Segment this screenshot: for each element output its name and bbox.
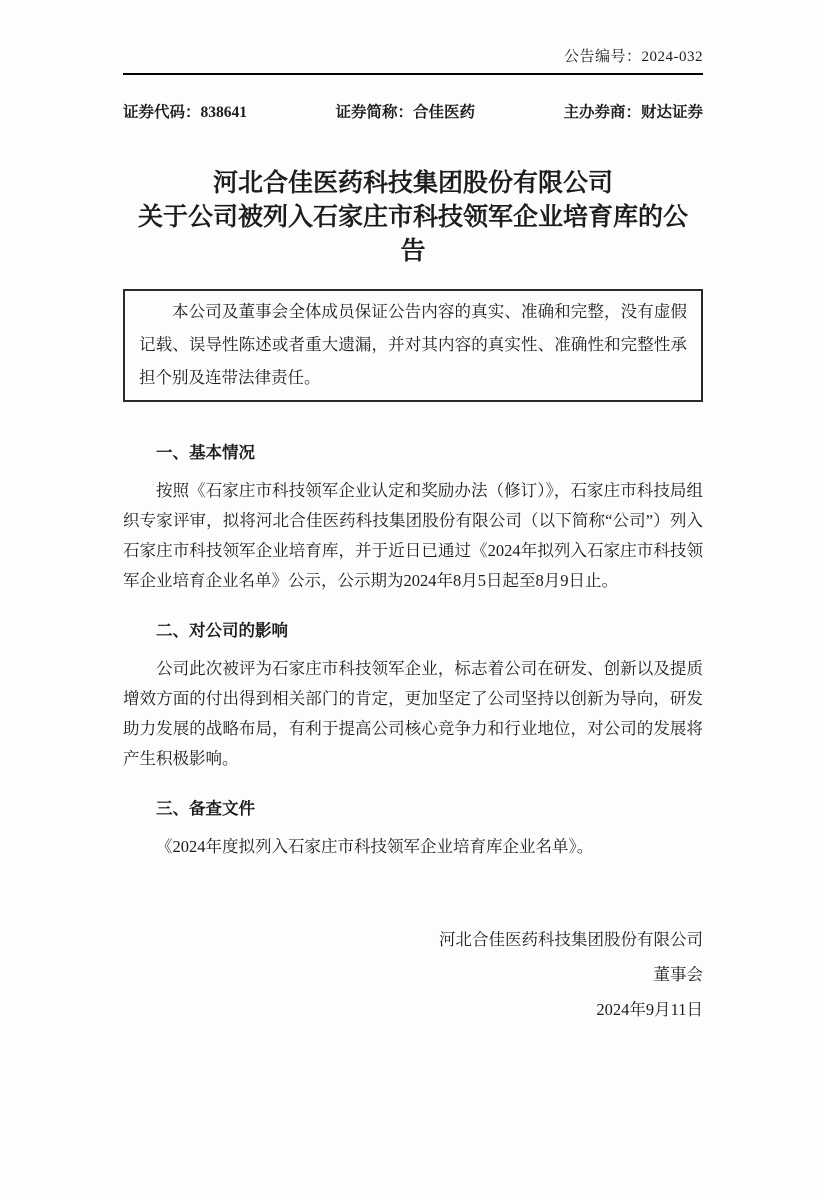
signature-date: 2024年9月11日 — [596, 1000, 703, 1019]
section-body-impact: 公司此次被评为石家庄市科技领军企业，标志着公司在研发、创新以及提质增效方面的付出得到相关部门的肯定，更加坚定了公司坚持以创新为导向，研发助力发展的战略布局，有利于提高公司核心竞争力和行业地位，对公司的发展将产生积极影响。 — [123, 659, 703, 768]
section-heading-impact: 二、对公司的影响 — [156, 621, 288, 640]
sponsor-broker-label: 主办券商： — [563, 104, 641, 121]
securities-info-row — [123, 103, 703, 123]
securities-short-name-value: 合佳医药 — [412, 104, 475, 121]
signature-board: 董事会 — [653, 965, 703, 984]
document-title-subject-line: 关于公司被列入石家庄市科技领军企业培育库的公告 — [137, 204, 688, 265]
document-title — [133, 167, 693, 269]
securities-code — [123, 103, 247, 123]
document-title-company-line: 河北合佳医药科技集团股份有限公司 — [212, 170, 613, 197]
header-rule — [123, 73, 703, 75]
signature-block — [123, 922, 703, 1027]
sponsor-broker — [563, 103, 703, 123]
section-body-basic-info: 按照《石家庄市科技领军企业认定和奖励办法（修订）》，石家庄市科技局组织专家评审，拟将河北合佳医药科技集团股份有限公司（以下简称“公司”）列入石家庄市科技领军企业培育库，并于近日已通过《2024年拟列入石家庄市科技领军企业培育企业名单》公示，公示期为2024年8月5日起至8月9日止。 — [123, 481, 703, 590]
securities-short-name — [335, 103, 475, 123]
securities-code-value: 838641 — [200, 104, 248, 121]
announcement-number: 公告编号：2024-032 — [564, 49, 703, 65]
sponsor-broker-value: 财达证券 — [640, 104, 703, 121]
securities-short-name-label: 证券简称： — [335, 104, 413, 121]
disclaimer-box — [123, 289, 703, 402]
page-content — [123, 0, 703, 1027]
signature-company: 河北合佳医药科技集团股份有限公司 — [439, 930, 703, 949]
section-body-reference-documents: 《2024年度拟列入石家庄市科技领军企业培育库企业名单》。 — [156, 837, 594, 856]
securities-code-label: 证券代码： — [123, 104, 201, 121]
section-heading-reference-documents: 三、备查文件 — [156, 799, 255, 818]
disclaimer-text: 本公司及董事会全体成员保证公告内容的真实、准确和完整，没有虚假记载、误导性陈述或者重大遗漏，并对其内容的真实性、准确性和完整性承担个别及连带法律责任。 — [139, 302, 687, 387]
section-heading-basic-info: 一、基本情况 — [156, 443, 255, 462]
